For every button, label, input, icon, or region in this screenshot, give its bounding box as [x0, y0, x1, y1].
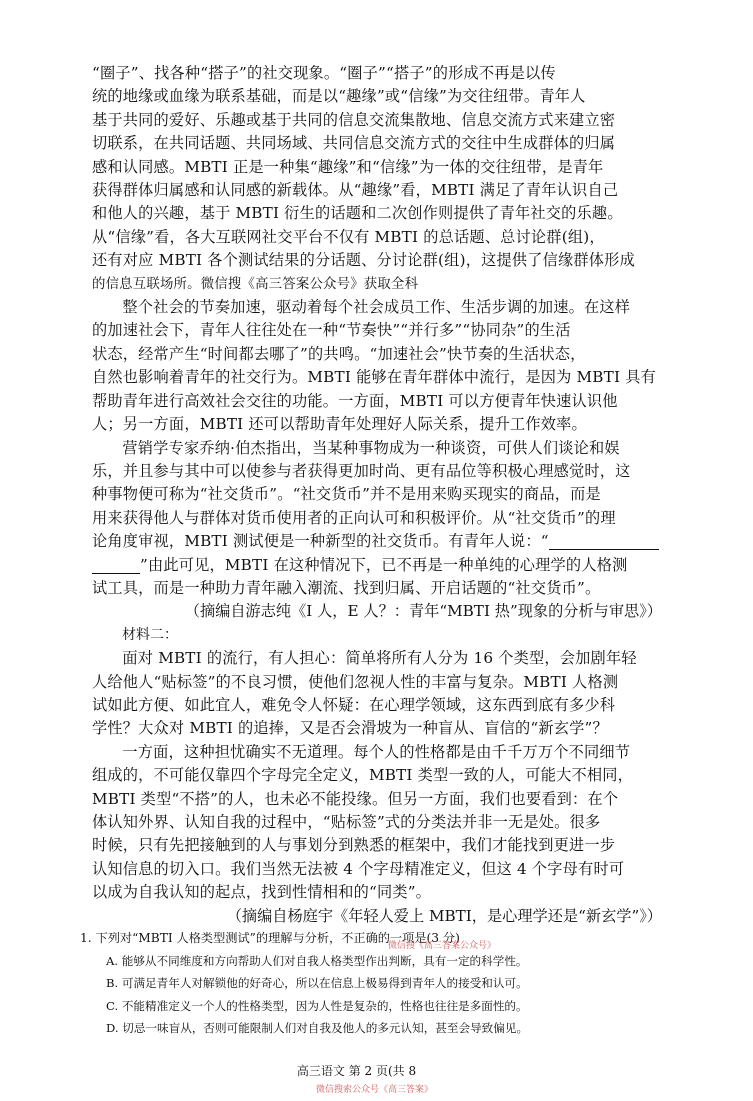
question-1-stem: 1. 下列对“MBTI 人格类型测试”的理解与分析，不正确的一项是(3 分)	[80, 931, 460, 946]
passage2-paragraph-2: 一方面，这种担忧确实不无道理。每个人的性格都是由千千万万个不同细节 组成的，不可能仅靠四个字母完全定义，MBTI 类型一致的人，可能大不相同， MBTI 类型“不搭”的人，也未必不能投缘。但另一方面，我们也要看到：在个 体认知外界、认知自我的过程中，“贴标签”式的分类法并非一无是处。很多 时候，只有先把接触到的人与事划分到熟悉的框架中，我们才能找到更进一步 认知信息的切入口。我们当然无法被 4 个字母精准定义，但这 4 个字母有时可 以成为自我认知的起点，找到性情相和的“同类”。	[92, 742, 634, 902]
passage1-paragraph-1: “圈子”、找各种“搭子”的社交现象。“圈子”“搭子”的形成不再是以传 统的地缘或血缘为联系基础，而是以“趣缘”或“信缘”为交往纽带。青年人 基于共同的爱好、乐趣或基于共同的信息交流集散地、信息交流方式来建立密 切联系，在共同话题、共同场域、共同信息交流方式的交往中生成群体的归属 感和认同感。MBTI 正是一种集“趣缘”和“信缘”为一体的交往纽带，是青年 获得群体归属感和认同感的新载体。从“趣缘”看，MBTI 满足了青年认识自己 和他人的兴趣，基于 MBTI 衍生的话题和二次创作则提供了青年社交的乐趣。 从“信缘”看，各大互联网社交平台不仅有 MBTI 的总话题、总讨论群(组)， 还有对应 MBTI 各个测试结果的分话题、分讨论群(组)，这提供了信缘群体形成 的信息互联场所。微信搜《高三答案公众号》获取全科	[92, 62, 662, 296]
answer-blank-continued	[92, 558, 140, 574]
option-b: B. 可满足青年人对解锁他的好奇心，所以在信息上极易得到青年人的接受和认可。	[106, 976, 528, 991]
passage1-paragraph-2: 整个社会的节奏加速，驱动着每个社会成员工作、生活步调的加速。在这样 的加速社会下，青年人往往处在一种“节奏快”“并行多”“协同杂”的生活 状态，经常产生“时间都去哪了”的共鸣。“加速社会”快节奏的生活状态， 自然也影响着青年的社交行为。MBTI 能够在青年群体中流行，是因为 MBTI 具有 帮助青年进行高效社会交往的功能。一方面，MBTI 可以方便青年快速认识他 人；另一方面，MBTI 还可以帮助青年处理好人际关系，提升工作效率。	[92, 298, 656, 434]
passage2-source: （摘编自杨庭宇《年轻人爱上 MBTI，是心理学还是“新玄学”》）	[226, 906, 662, 925]
material-2-label: 材料二：	[122, 626, 178, 643]
option-d: D. 切忌一味盲从，否则可能限制人们对自我及他人的多元认知，甚至会导致偏见。	[106, 1021, 529, 1036]
page-footer: 高三语文 第 2 页(共 8	[296, 1064, 417, 1078]
watermark-bottom: 微信搜索公众号《高三答案》	[316, 1085, 434, 1095]
passage2-paragraph-1: 面对 MBTI 的流行，有人担心：简单将所有人分为 16 个类型，会加剧年轻 人给他人“贴标签”的不良习惯，使他们忽视人性的丰富与复杂。MBTI 人格测 试如此方便、如此宜人，难免令人怀疑：在心理学领域，这东西到底有多少科 学性？大众对 MBTI 的追捧，又是否会滑坡为一种盲从、盲信的“新玄学”？	[92, 649, 637, 738]
passage1-source: （摘编自游志纯《I 人，E 人？：青年“MBTI 热”现象的分析与审思》）	[184, 602, 662, 621]
document-page	[80, 62, 662, 1040]
watermark-line: 的信息互联场所。微信搜《高三答案公众号》获取全科	[92, 276, 419, 292]
option-a: A. 能够从不同维度和方向帮助人们对自我人格类型作出判断，具有一定的科学性。	[106, 953, 528, 968]
answer-blank	[549, 534, 659, 550]
watermark-mid: 微信搜《高三答案公众号》	[388, 941, 497, 951]
fade-overlay	[470, 1056, 590, 1086]
passage1-paragraph-3: 营销学专家乔纳·伯杰指出，当某种事物成为一种谈资，可供人们谈论和娱 乐，并且参与其中可以使参与者获得更加时尚、更有品位等积极心理感觉时，这 种事物便可称为“社交货币”。“社交货币”并不是用来购买现实的商品，而是 用来获得他人与群体对货币使用者的正向认可和积极评价。从“社交货币”的理 论角度审视，MBTI 测试便是一种新型的社交货币。有青年人说：“ ”由此可见，MBTI 在这种情况下，已不再是一种单纯的心理学的人格测 试工具，而是一种助力青年融入潮流、找到归属、开启话题的“社交货币”。	[92, 437, 662, 601]
option-c: C. 不能精准定义一个人的性格类型，因为人性是复杂的，性格也往往是多面性的。	[106, 998, 528, 1013]
